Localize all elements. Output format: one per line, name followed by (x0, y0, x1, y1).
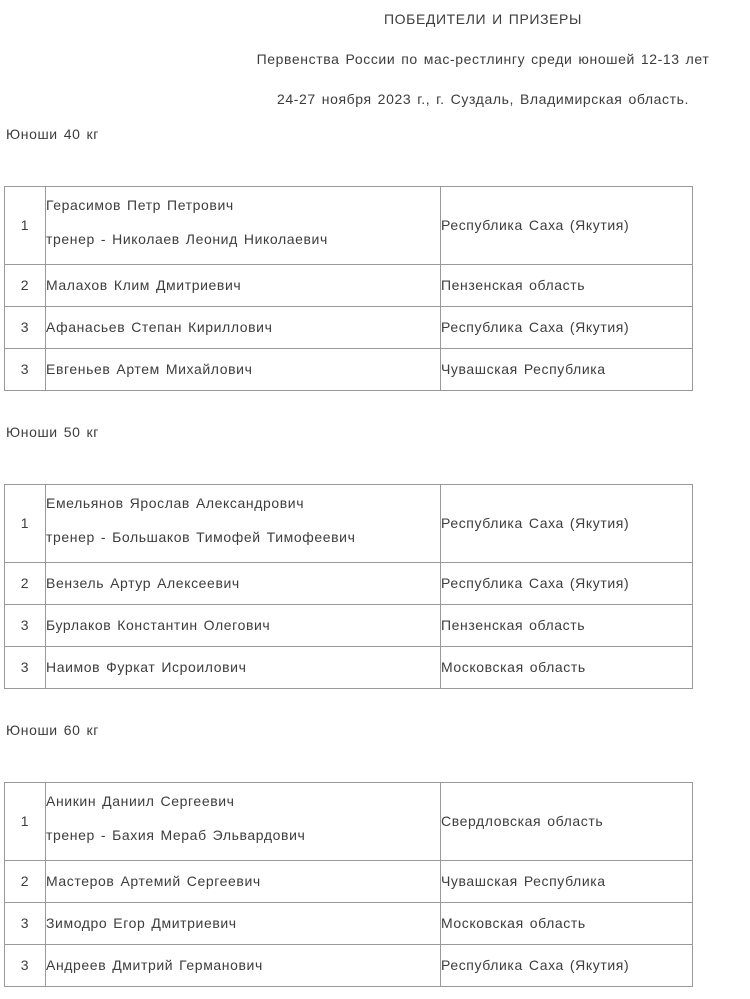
athlete-name: Емельянов Ярослав Александрович (46, 495, 305, 511)
place-number: 2 (5, 265, 46, 307)
place-number: 1 (5, 783, 46, 861)
region-name: Свердловская область (441, 783, 693, 861)
region-name: Чувашская Республика (441, 349, 693, 391)
place-number: 3 (5, 349, 46, 391)
athlete-name: Бурлаков Константин Олегович (46, 617, 271, 633)
trainer-name: тренер - Бахия Мераб Эльвардович (46, 827, 306, 843)
athlete-cell (46, 783, 441, 861)
results-table (4, 484, 693, 689)
results-sections (0, 126, 750, 987)
region-name: Республика Саха (Якутия) (441, 485, 693, 563)
weight-section (0, 424, 750, 689)
weight-class-heading: Юноши 60 кг (6, 722, 99, 738)
result-row (5, 307, 693, 349)
athlete-cell (46, 647, 441, 689)
place-number: 3 (5, 307, 46, 349)
region-name: Республика Саха (Якутия) (441, 563, 693, 605)
document-header (216, 11, 750, 108)
place-number: 2 (5, 861, 46, 903)
region-name: Московская область (441, 647, 693, 689)
results-table (4, 782, 693, 987)
document-date-location: 24-27 ноября 2023 г., г. Суздаль, Владимирская область. (276, 91, 690, 107)
athlete-name: Мастеров Артемий Сергеевич (46, 873, 261, 889)
result-row (5, 783, 693, 861)
trainer-name: тренер - Большаков Тимофей Тимофеевич (46, 529, 356, 545)
athlete-cell (46, 563, 441, 605)
result-row (5, 861, 693, 903)
result-row (5, 903, 693, 945)
place-number: 3 (5, 605, 46, 647)
weight-class-heading: Юноши 50 кг (6, 424, 99, 440)
place-number: 3 (5, 647, 46, 689)
document-title: ПОБЕДИТЕЛИ И ПРИЗЕРЫ (384, 11, 582, 27)
result-row (5, 485, 693, 563)
athlete-name: Герасимов Петр Петрович (46, 197, 234, 213)
region-name: Московская область (441, 903, 693, 945)
region-name: Чувашская Республика (441, 861, 693, 903)
athlete-cell (46, 903, 441, 945)
athlete-cell (46, 187, 441, 265)
place-number: 2 (5, 563, 46, 605)
result-row (5, 605, 693, 647)
results-table (4, 186, 693, 391)
weight-class-heading: Юноши 40 кг (6, 126, 99, 142)
athlete-cell (46, 605, 441, 647)
place-number: 3 (5, 945, 46, 987)
result-row (5, 349, 693, 391)
region-name: Республика Саха (Якутия) (441, 187, 693, 265)
athlete-cell (46, 265, 441, 307)
athlete-name: Зимодро Егор Дмитриевич (46, 915, 237, 931)
athlete-name: Евгеньев Артем Михайлович (46, 361, 253, 377)
athlete-cell (46, 485, 441, 563)
athlete-name: Аникин Даниил Сергеевич (46, 793, 235, 809)
athlete-cell (46, 349, 441, 391)
place-number: 3 (5, 903, 46, 945)
region-name: Республика Саха (Якутия) (441, 945, 693, 987)
weight-section (0, 126, 750, 391)
region-name: Пензенская область (441, 265, 693, 307)
athlete-name: Афанасьев Степан Кириллович (46, 319, 273, 335)
result-row (5, 647, 693, 689)
athlete-name: Малахов Клим Дмитриевич (46, 277, 242, 293)
athlete-name: Наимов Фуркат Исроилович (46, 659, 247, 675)
athlete-cell (46, 945, 441, 987)
result-row (5, 265, 693, 307)
athlete-name: Вензель Артур Алексеевич (46, 575, 240, 591)
place-number: 1 (5, 187, 46, 265)
place-number: 1 (5, 485, 46, 563)
result-row (5, 563, 693, 605)
document-subtitle: Первенства России по мас-рестлингу среди юношей 12-13 лет (256, 51, 710, 67)
weight-section (0, 722, 750, 987)
athlete-cell (46, 861, 441, 903)
athlete-cell (46, 307, 441, 349)
region-name: Республика Саха (Якутия) (441, 307, 693, 349)
region-name: Пензенская область (441, 605, 693, 647)
trainer-name: тренер - Николаев Леонид Николаевич (46, 231, 328, 247)
athlete-name: Андреев Дмитрий Германович (46, 957, 263, 973)
result-row (5, 945, 693, 987)
result-row (5, 187, 693, 265)
